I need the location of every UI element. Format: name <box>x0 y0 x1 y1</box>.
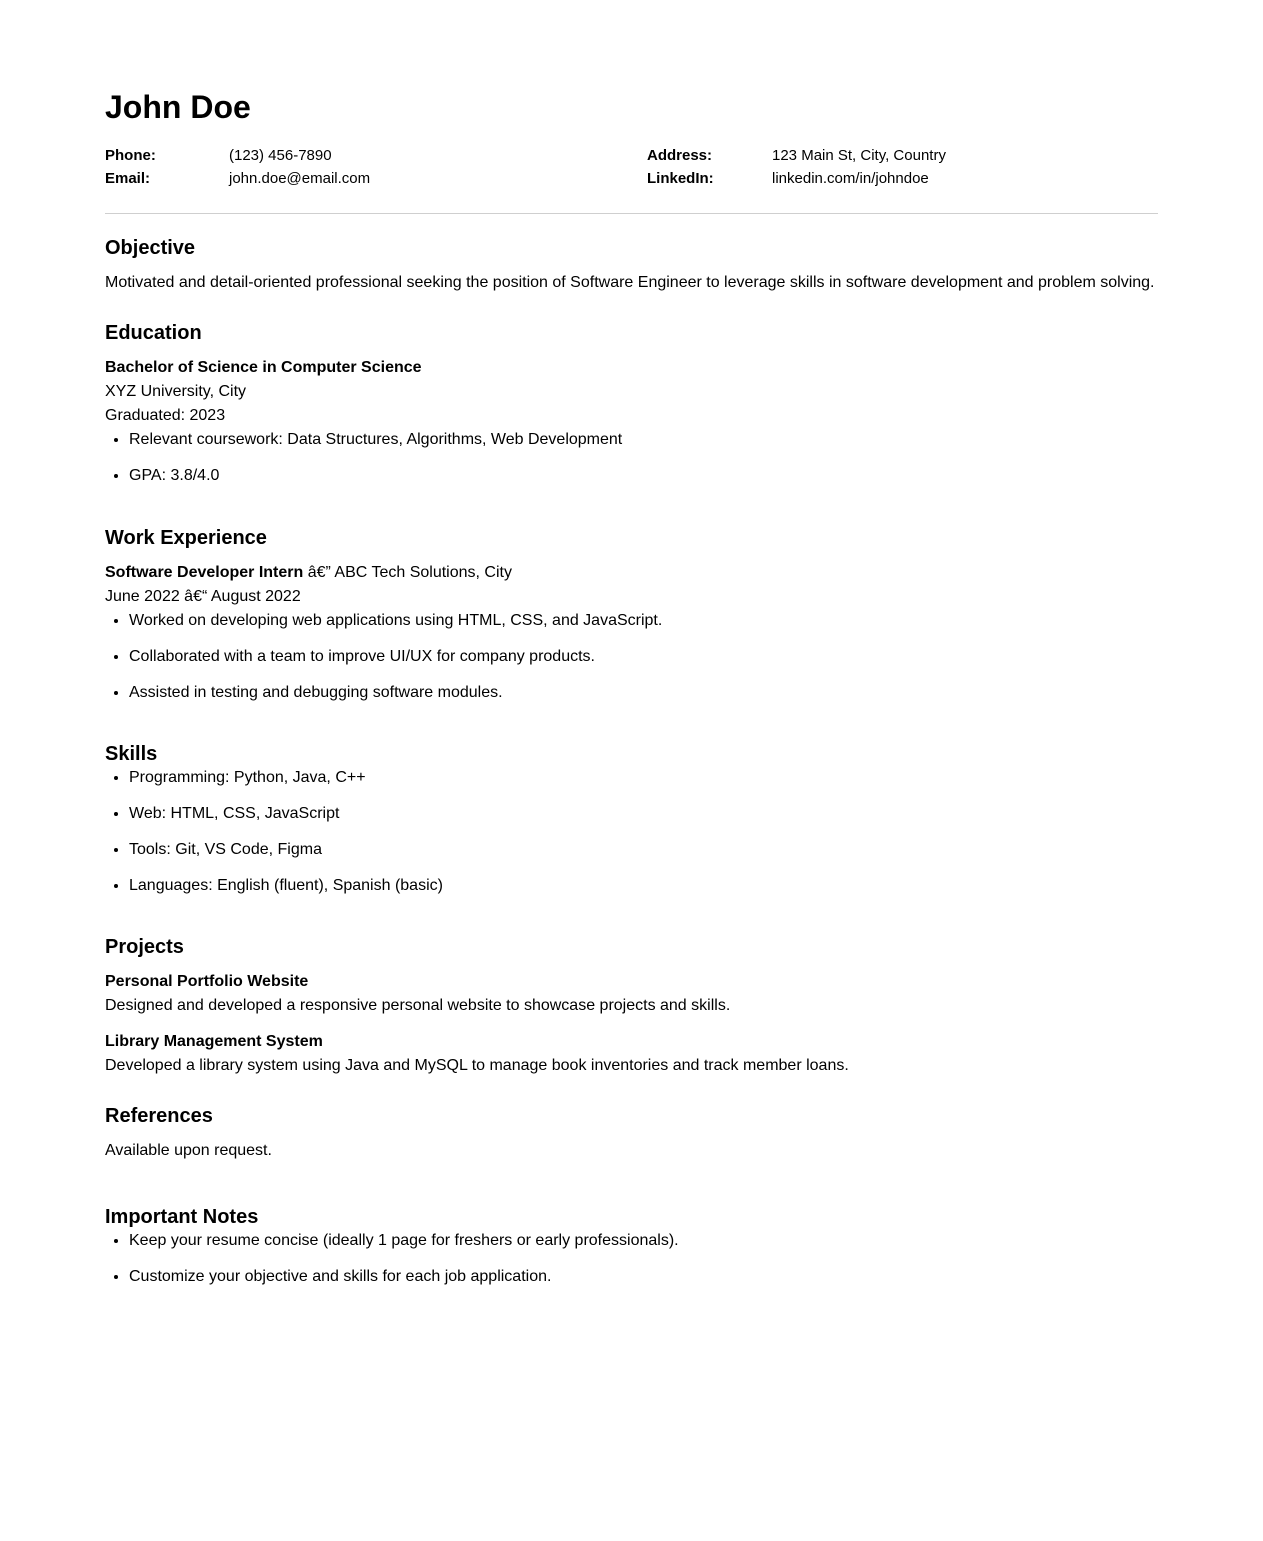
work-bullets <box>105 609 662 705</box>
graduation-date: Graduated: 2023 <box>105 407 226 424</box>
job-company: â€” ABC Tech Solutions, City <box>303 564 512 581</box>
section-title: Work Experience <box>105 527 267 549</box>
job-role: Software Developer Intern <box>105 564 304 581</box>
project-name: Personal Portfolio Website <box>105 973 309 990</box>
contact-row <box>105 144 1158 167</box>
list-item: • Worked on developing web applications using HTML, CSS, and JavaScript. <box>129 609 662 633</box>
project-item <box>105 1030 849 1078</box>
notes-bullets <box>105 1229 679 1289</box>
job-dates: June 2022 â€“ August 2022 <box>105 588 301 605</box>
section-title: Skills <box>105 743 158 765</box>
list-item: • Languages: English (fluent), Spanish (basic) <box>129 874 443 898</box>
degree: Bachelor of Science in Computer Science <box>105 359 422 376</box>
address-value: 123 Main St, City, Country <box>772 147 946 164</box>
section-title: Education <box>105 322 202 344</box>
list-item: • Tools: Git, VS Code, Figma <box>129 838 443 862</box>
linkedin-value: linkedin.com/in/johndoe <box>772 170 929 187</box>
education-section <box>105 321 622 488</box>
contact-row <box>105 167 1158 190</box>
address-label: Address: <box>647 147 713 164</box>
skills-bullets <box>105 766 443 898</box>
header-divider <box>105 213 1158 214</box>
project-name: Library Management System <box>105 1033 323 1050</box>
skills-section <box>105 742 443 898</box>
school: XYZ University, City <box>105 383 247 400</box>
resume-name: John Doe <box>105 89 251 125</box>
section-title: Objective <box>105 237 196 259</box>
linkedin-label: LinkedIn: <box>647 170 714 187</box>
list-item: • Keep your resume concise (ideally 1 page for freshers or early professionals). <box>129 1229 679 1253</box>
list-item: • Assisted in testing and debugging software modules. <box>129 681 662 705</box>
references-section <box>105 1104 272 1163</box>
list-item: • Programming: Python, Java, C++ <box>129 766 443 790</box>
phone-label: Phone: <box>105 147 156 164</box>
email-label: Email: <box>105 170 151 187</box>
list-item: • GPA: 3.8/4.0 <box>129 464 622 488</box>
project-description: Developed a library system using Java and MySQL to manage book inventories and track member loans. <box>105 1057 849 1074</box>
email-value: john.doe@email.com <box>229 170 371 187</box>
objective-text: Motivated and detail-oriented professional seeking the position of Software Engineer to leverage skills in software development and problem solving. <box>105 274 1155 291</box>
references-text: Available upon request. <box>105 1142 272 1159</box>
education-bullets <box>105 428 622 488</box>
projects-section <box>105 935 849 1078</box>
contact-info <box>105 144 1158 190</box>
work-experience-section <box>105 526 662 705</box>
list-item: • Relevant coursework: Data Structures, Algorithms, Web Development <box>129 428 622 452</box>
project-description: Designed and developed a responsive personal website to showcase projects and skills. <box>105 997 731 1014</box>
section-title: Important Notes <box>105 1206 259 1228</box>
project-item <box>105 970 849 1018</box>
important-notes-section <box>105 1205 679 1289</box>
list-item: • Collaborated with a team to improve UI/UX for company products. <box>129 645 662 669</box>
objective-section <box>105 236 1155 295</box>
section-title: Projects <box>105 936 184 958</box>
job-heading <box>105 561 662 585</box>
list-item: • Web: HTML, CSS, JavaScript <box>129 802 443 826</box>
phone-value: (123) 456-7890 <box>229 147 332 164</box>
list-item: • Customize your objective and skills for each job application. <box>129 1265 679 1289</box>
section-title: References <box>105 1105 213 1127</box>
